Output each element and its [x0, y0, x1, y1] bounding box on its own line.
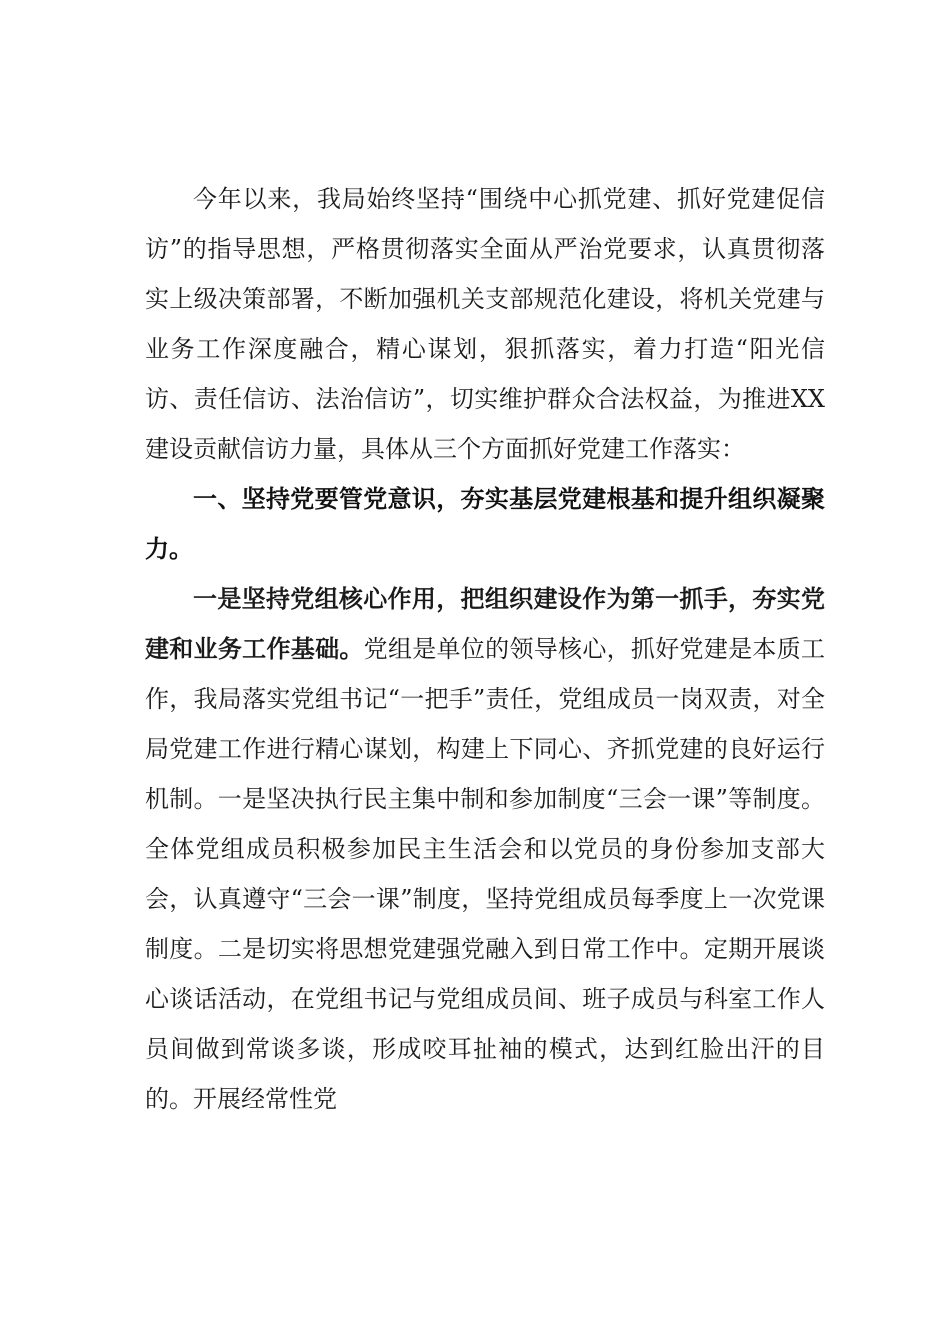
- paragraph-body: 党组是单位的领导核心，抓好党建是本质工作，我局落实党组书记“一把手”责任，党组成员一岗双责，对全局党建工作进行精心谋划，构建上下同心、齐抓党建的良好运行机制。一是坚决执行民主集中制和参加制度“三会一课”等制度。全体党组成员积极参加民主生活会和以党员的身份参加支部大会，认真遵守“三会一课”制度，坚持党组成员每季度上一次党课制度。二是切实将思想党建强党融入到日常工作中。定期开展谈心谈话活动，在党组书记与党组成员间、班子成员与科室工作人员间做到常谈多谈，形成咬耳扯袖的模式，达到红脸出汗的目的。开展经常性党: [145, 635, 826, 1113]
- paragraph-lead: 一是坚持党组核心作用，把组织建设作为第一抓手，夯实党建和业务工作基础。: [145, 585, 825, 663]
- section-paragraph: [145, 574, 825, 1124]
- section-heading: 一、坚持党要管党意识，夯实基层党建根基和提升组织凝聚力。: [145, 485, 825, 563]
- document-body: [145, 174, 825, 1124]
- intro-paragraph: 今年以来，我局始终坚持“围绕中心抓党建、抓好党建促信访”的指导思想，严格贯彻落实全面从严治党要求，认真贯彻落实上级决策部署，不断加强机关支部规范化建设，将机关党建与业务工作深度融合，精心谋划，狠抓落实，着力打造“阳光信访、责任信访、法治信访”，切实维护群众合法权益，为推进XX建设贡献信访力量，具体从三个方面抓好党建工作落实：: [145, 185, 825, 463]
